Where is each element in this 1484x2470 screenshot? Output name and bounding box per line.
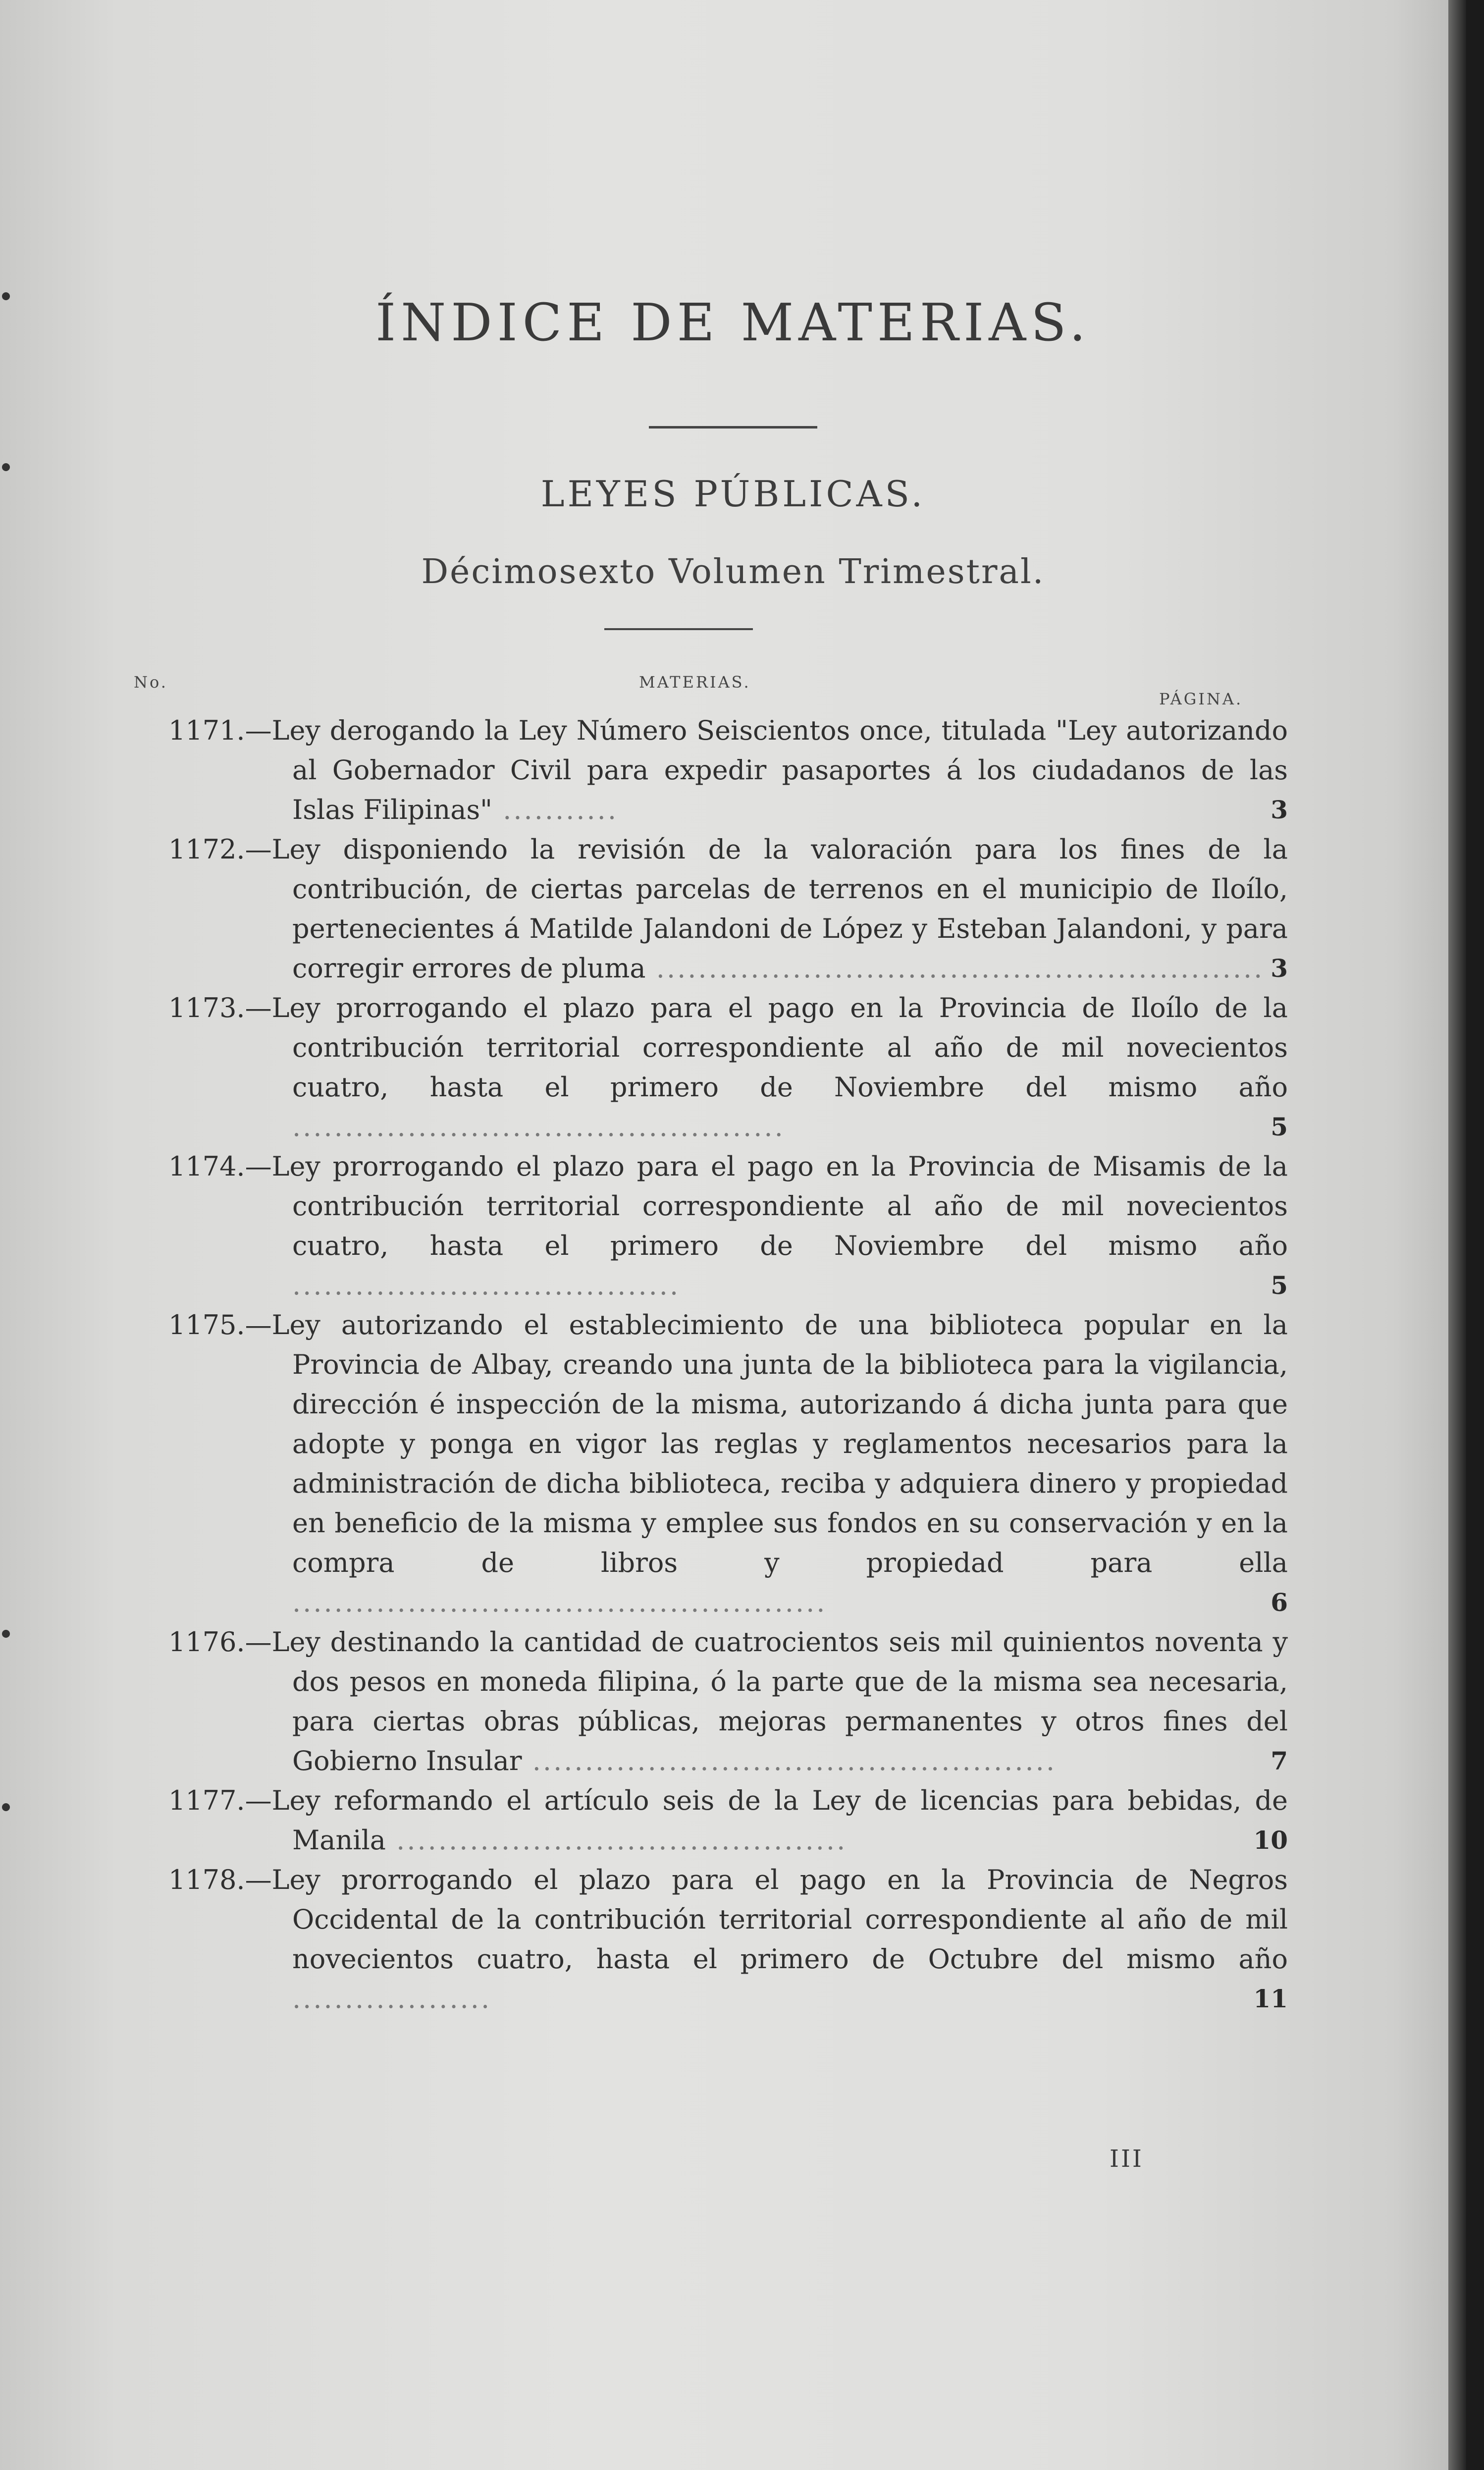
dot-leaders: ................................................... (292, 1587, 827, 1618)
entry-text (168, 1147, 1288, 1305)
page-folio: III (1110, 2145, 1144, 2173)
index-entry (168, 1860, 1288, 2019)
entry-page-number: 11 (1253, 1984, 1288, 2013)
index-entry (168, 1305, 1288, 1622)
entry-number: 1172. (168, 834, 245, 865)
dot-leaders: .......................................................... (645, 953, 1265, 984)
dot-leaders: .................................................. (522, 1745, 1057, 1776)
margin-dot (2, 1630, 10, 1638)
entry-text (168, 1860, 1288, 2019)
index-entry (168, 988, 1288, 1147)
entry-page-number: 3 (1271, 795, 1288, 824)
entry-text (168, 1781, 1288, 1860)
index-entry (168, 1147, 1288, 1305)
column-header-number: No. (134, 673, 168, 692)
dot-leaders: ..................................... (292, 1270, 681, 1301)
index-entry (168, 1781, 1288, 1860)
title-rule (649, 426, 817, 429)
entry-number: 1178. (168, 1864, 245, 1895)
volume-title: Décimosexto Volumen Trimestral. (421, 552, 1045, 591)
column-header-page: PÁGINA. (1159, 690, 1243, 708)
entry-number: 1171. (168, 715, 245, 746)
entry-description: —Ley autorizando el establecimiento de una biblioteca popular en la Provincia de Albay, creando una junta de la biblioteca para la vigilancia, dirección é inspección de la misma, autorizando á dicha junta para que adopte y ponga en vigor las reglas y reglamentos necesarios para la administración de dicha biblioteca, reciba y adquiera dinero y propiedad en beneficio de la misma y emplee sus fondos en su conservación y en la compra de libros y propiedad para ella (245, 1309, 1288, 1578)
dot-leaders: ........... (492, 794, 619, 825)
entry-text (168, 711, 1288, 830)
entry-description: —Ley prorrogando el plazo para el pago en la Provincia de Iloílo de la contribución territorial correspondiente al año de mil novecientos cuatro, hasta el primero de Noviembre del mismo año (245, 992, 1288, 1103)
page-title: ÍNDICE DE MATERIAS. (375, 292, 1091, 353)
entry-description: —Ley destinando la cantidad de cuatrocientos seis mil quinientos noventa y dos pesos en moneda filipina, ó la parte que de la misma sea necesaria, para ciertas obras públicas, mejoras permanentes y otros fines del Gobierno Insular (245, 1626, 1288, 1776)
dot-leaders: ................... (292, 1983, 492, 2014)
entry-number: 1177. (168, 1785, 245, 1816)
entry-text (168, 988, 1288, 1147)
entry-description: —Ley derogando la Ley Número Seiscientos once, titulada "Ley autorizando al Gobernador Civil para expedir pasaportes á los ciudadanos de las Islas Filipinas" (245, 715, 1288, 825)
entry-page-number: 5 (1271, 1271, 1288, 1300)
entry-description: —Ley prorrogando el plazo para el pago en la Provincia de Misamis de la contribución territorial correspondiente al año de mil novecientos cuatro, hasta el primero de Noviembre del mismo año (245, 1151, 1288, 1261)
index-entry (168, 1622, 1288, 1781)
entry-description: —Ley reformando el artículo seis de la Ley de licencias para bebidas, de Manila (245, 1785, 1288, 1856)
entry-number: 1174. (168, 1151, 245, 1182)
volume-rule (604, 628, 753, 630)
entry-page-number: 5 (1271, 1112, 1288, 1141)
entry-page-number: 10 (1253, 1826, 1288, 1855)
margin-dot (2, 1803, 10, 1811)
entry-description: —Ley disponiendo la revisión de la valoración para los fines de la contribución, de ciertas parcelas de terrenos en el municipio de Iloílo, pertenecientes á Matilde Jalandoni de López y Esteban Jalandoni, y para corregir errores de pluma (245, 834, 1288, 984)
margin-dot (2, 463, 10, 471)
column-header-subject: MATERIAS. (639, 673, 751, 692)
entry-page-number: 6 (1271, 1588, 1288, 1617)
entry-number: 1173. (168, 992, 245, 1023)
index-entry (168, 830, 1288, 988)
section-title: LEYES PÚBLICAS. (540, 473, 926, 515)
entry-number: 1175. (168, 1309, 245, 1341)
index-entry (168, 711, 1288, 830)
entry-page-number: 7 (1271, 1746, 1288, 1775)
dot-leaders: ........................................... (386, 1825, 848, 1856)
dot-leaders: ............................................... (292, 1111, 785, 1142)
page-edge-shadow (1448, 0, 1466, 2470)
index-entries (168, 711, 1288, 2019)
entry-text (168, 1305, 1288, 1622)
entry-text (168, 1622, 1288, 1781)
entry-number: 1176. (168, 1626, 245, 1658)
entry-page-number: 3 (1271, 954, 1288, 983)
entry-text (168, 830, 1288, 988)
entry-description: —Ley prorrogando el plazo para el pago en la Provincia de Negros Occidental de la contribución territorial correspondiente al año de mil novecientos cuatro, hasta el primero de Octubre del mismo año (245, 1864, 1288, 1975)
